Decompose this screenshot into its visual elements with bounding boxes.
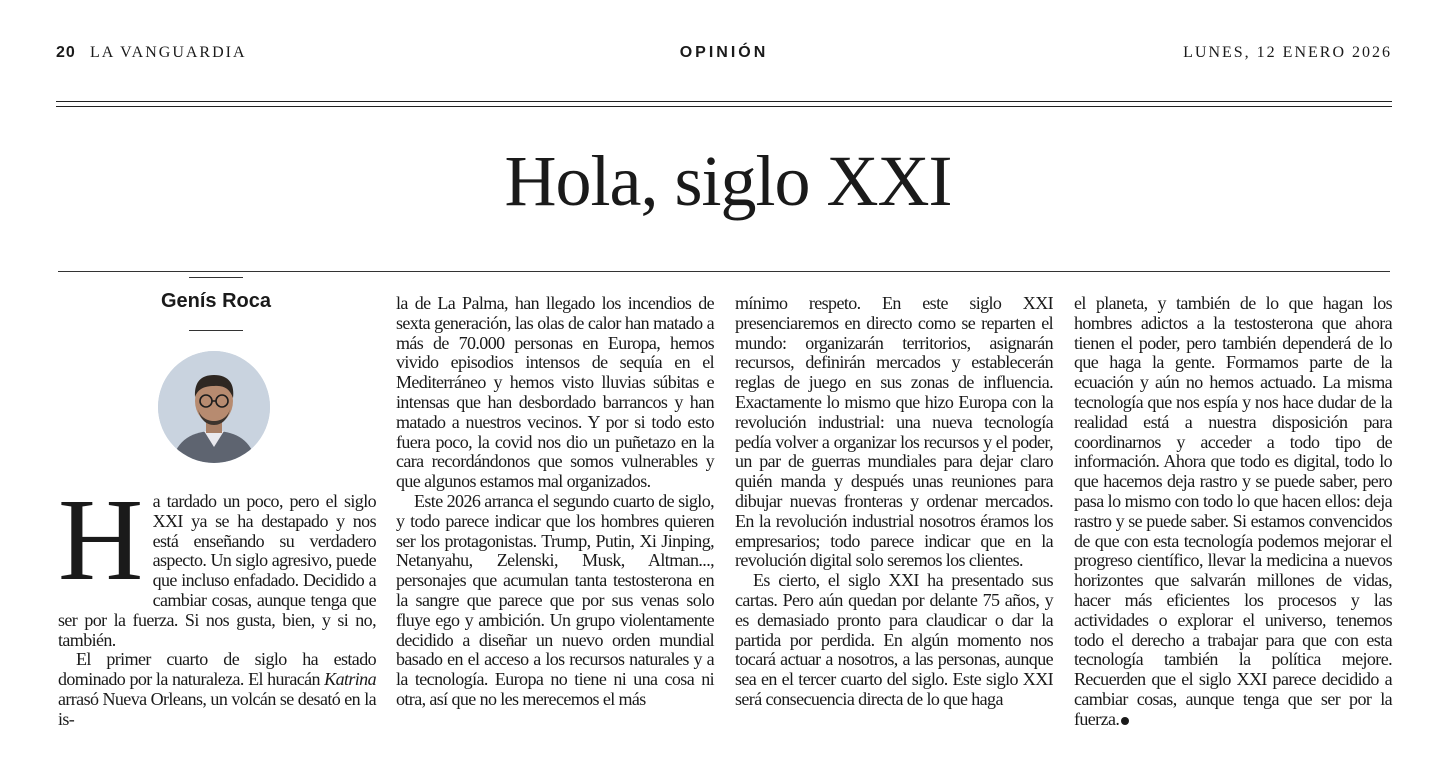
header-rule-top	[56, 101, 1392, 102]
emphasis-text: Katrina	[324, 669, 376, 690]
article-headline: Hola, siglo XXI	[504, 141, 952, 221]
article-column-2	[396, 294, 714, 710]
header-rule-bottom	[56, 106, 1392, 107]
section-title: OPINIÓN	[679, 44, 769, 61]
article-column-4	[1074, 294, 1392, 730]
article-column-1	[58, 474, 376, 730]
author-rule-bottom	[189, 330, 243, 331]
paragraph	[58, 650, 376, 729]
drop-cap: H	[58, 474, 143, 605]
author-portrait-icon	[158, 351, 270, 463]
article-column-3	[735, 294, 1053, 710]
paragraph: Este 2026 arranca el segundo cuarto de siglo, y todo parece indicar que los hombres quieren ser los protagonistas. Trump, Putin, Xi Jinping, Netanyahu, Zelenski, Musk, Altman..., personajes que acumulan tanta testosterona en la sangre que parece que por sus venas solo fluye ego y ambición. Un grupo violentamente decidido a diseñar un nuevo orden mundial basado en el acceso a los recursos naturales y a la tecnología. Europa no tiene ni una cosa ni otra, así que no les merecemos el más	[396, 490, 714, 709]
page-header	[56, 40, 1392, 70]
issue-date: LUNES, 12 ENERO 2026	[1183, 44, 1392, 61]
page-number: 20	[56, 44, 76, 61]
headline-rule	[58, 271, 1390, 272]
newspaper-name: LA VANGUARDIA	[90, 44, 247, 61]
paragraph	[58, 474, 376, 650]
paragraph	[1074, 294, 1392, 730]
author-rule-top	[189, 277, 243, 278]
end-mark-icon	[1121, 717, 1129, 725]
paragraph: Es cierto, el siglo XXI ha presentado sus cartas. Pero aún quedan por delante 75 años, y es demasiado pronto para claudicar o dar la partida por perdida. En algún momento nos tocará actuar a nosotros, a las personas, aunque sea en el tercer cuarto del siglo. Este siglo XXI será consecuencia directa de lo que haga	[735, 570, 1053, 709]
paragraph: mínimo respeto. En este siglo XXI presenciaremos en directo como se reparten el mundo: organizarán territorios, asignarán recursos, definirán mercados y establecerán reglas de juego en sus zonas de influencia. Exactamente lo mismo que hizo Europa con la revolución industrial: una nueva tecnología pedía volver a organizar los recursos y el poder, un par de guerras mundiales para dejar claro quién manda y después unas reuniones para dibujar nuevas fronteras y ordenar mercados. En la revolución industrial nosotros éramos los empresarios; todo parece indicar que en la revolución digital solo seremos los clientes.	[735, 293, 1053, 571]
paragraph-text: El primer cuarto de siglo ha estado dominado por la naturaleza. El huracán	[58, 649, 376, 690]
paragraph-text: a tardado un poco, pero el siglo XXI ya se ha destapado y nos está enseñando su verdadero aspecto. Un siglo agresivo, puede que incluso enfadado. Decidido a cambiar cosas, aunque tenga que ser por la fuerza. Si nos gusta, bien, y si no, también.	[58, 491, 376, 650]
paragraph-text: el planeta, y también de lo que hagan los hombres adictos a la testosterona que ahora tienen el poder, pero también dependerá de lo que haga la gente. Formamos parte de la ecuación y aún no hemos actuado. La misma tecnología que nos espía y nos hace dudar de la realidad está a nuestra disposición para coordinarnos y acceder a todo tipo de información. Ahora que todo es digital, todo lo que hacemos deja rastro y se puede saber, pero pasa lo mismo con todo lo que hacen ellos: deja rastro y se puede saber. Si estamos convencidos de que con esta tecnología podemos mejorar el progreso científico, llevar la medicina a nuevos horizontes que salvarán millones de vidas, hacer más eficientes los procesos y las actividades o explorar el universo, tenemos todo el derecho a trabajar para que con esta tecnología también la política mejore. Recuerden que el siglo XXI parece decidido a cambiar cosas, aunque tenga que ser por la fuerza.	[1074, 293, 1392, 729]
paragraph-text: arrasó Nueva Orleans, un volcán se desató en la is-	[58, 688, 376, 729]
author-avatar	[158, 351, 270, 463]
paragraph: la de La Palma, han llegado los incendios de sexta generación, las olas de calor han matado a más de 70.000 personas en Europa, hemos vivido episodios intensos de sequía en el Mediterráneo y hemos visto lluvias súbitas e intensas que han desbordado barrancos y han matado a nuestros vecinos. Y por si todo esto fuera poco, la covid nos dio un puñetazo en la cara recordándonos que somos vulnerables y que algunos estamos mal organizados.	[396, 293, 714, 492]
author-name: Genís Roca	[160, 290, 272, 312]
